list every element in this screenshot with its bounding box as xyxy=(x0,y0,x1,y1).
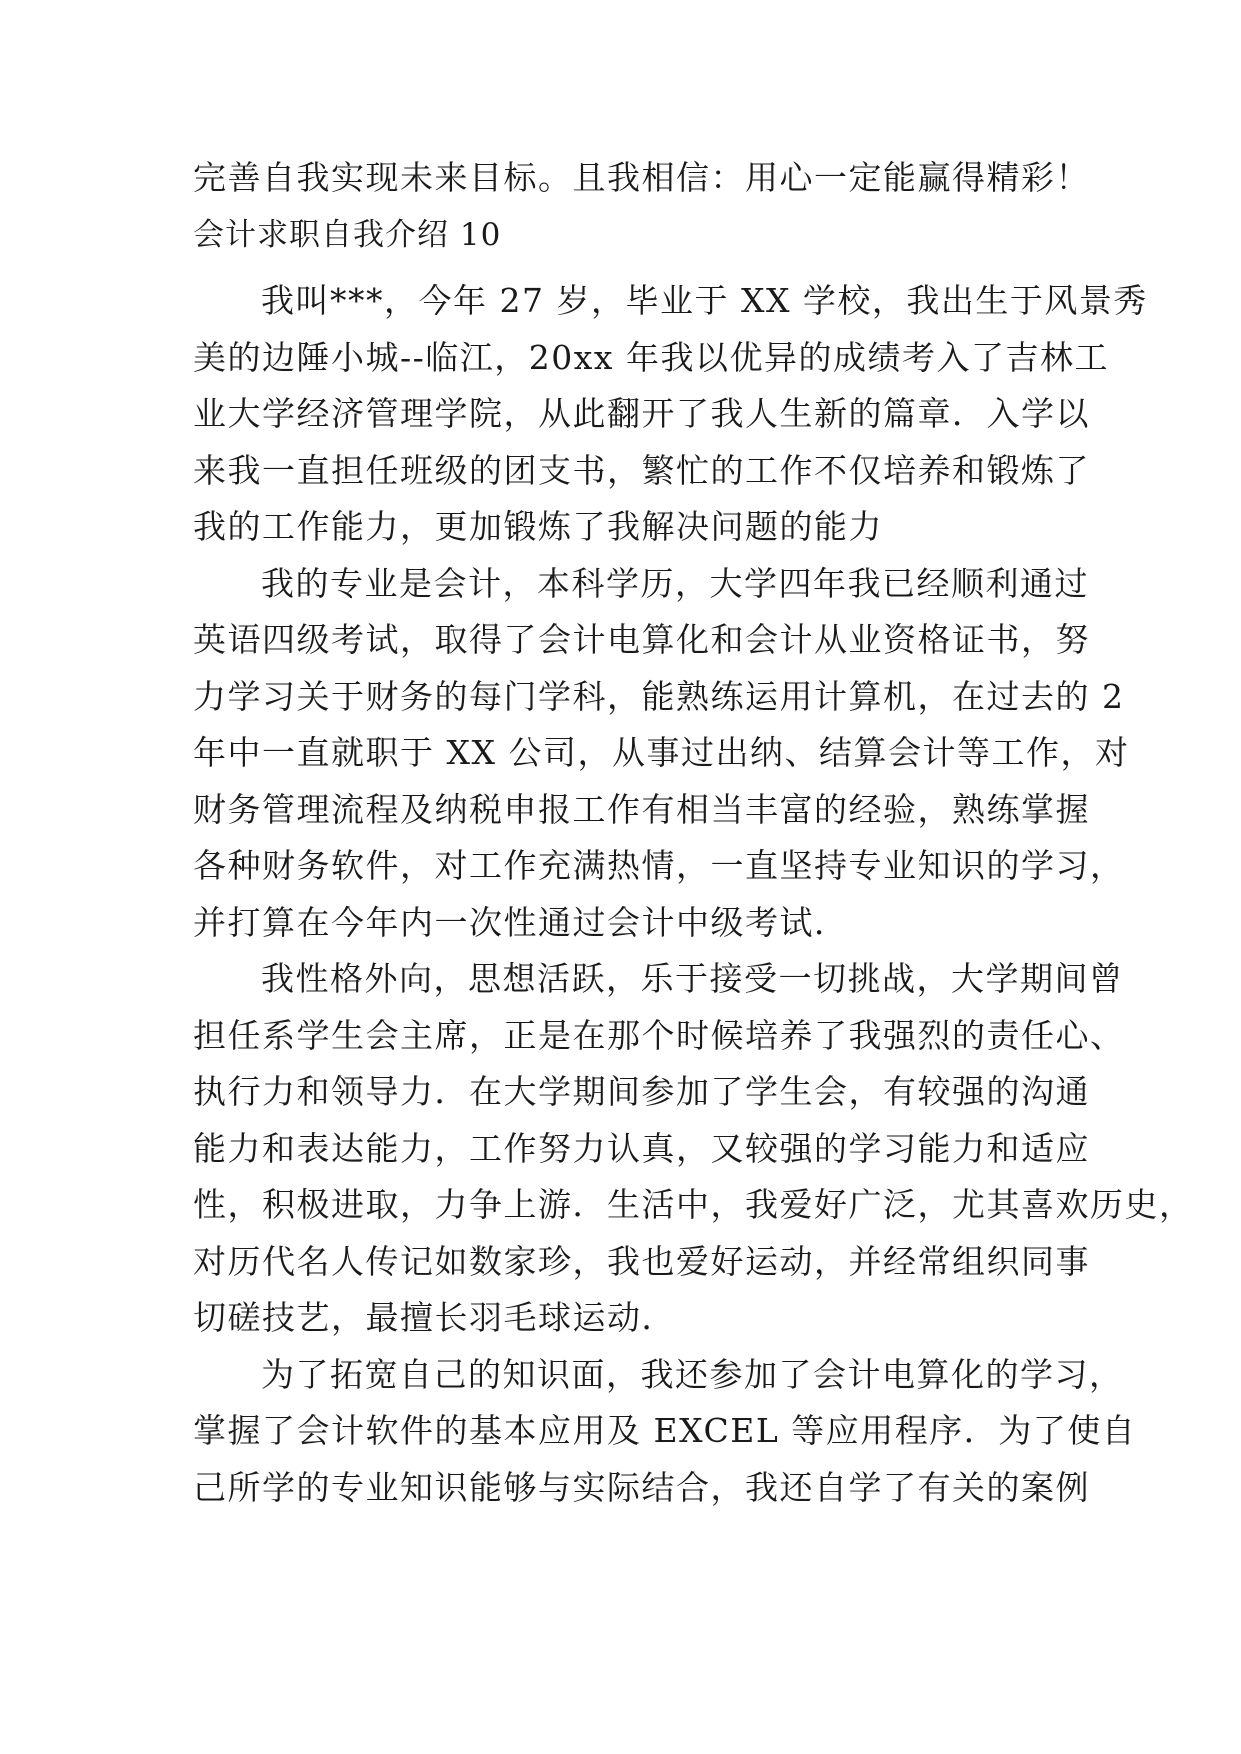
text-line: 英语四级考试，取得了会计电算化和会计从业资格证书，努 xyxy=(193,620,1090,659)
text-line: 各种财务软件，对工作充满热情，一直坚持专业知识的学习， xyxy=(193,846,1125,885)
text-line: 我叫***，今年 27 岁，毕业于 XX 学校，我出生于风景秀 xyxy=(261,281,1148,320)
text-line: 己所学的专业知识能够与实际结合，我还自学了有关的案例 xyxy=(193,1467,1090,1507)
text-line: 力学习关于财务的每门学科，能熟练运用计算机，在过去的 2 xyxy=(193,676,1125,716)
text-line: 为了拓宽自己的知识面，我还参加了会计电算化的学习， xyxy=(261,1354,1124,1394)
text-line: 我性格外向，思想活跃，乐于接受一切挑战，大学期间曾 xyxy=(261,959,1124,998)
text-line: 业大学经济管理学院，从此翻开了我人生新的篇章．入学以 xyxy=(193,394,1090,433)
text-line: 美的边陲小城--临江，20xx 年我以优异的成绩考入了吉林工 xyxy=(193,337,1110,377)
text-line: 财务管理流程及纳税申报工作有相当丰富的经验，熟练掌握 xyxy=(193,789,1090,829)
text-line: 并打算在今年内一次性通过会计中级考试． xyxy=(193,902,849,942)
document-page xyxy=(193,150,1194,1516)
text-line: 能力和表达能力，工作努力认真，又较强的学习能力和适应 xyxy=(193,1128,1090,1168)
text-line: 我的专业是会计，本科学历，大学四年我已经顺利通过 xyxy=(261,563,1089,603)
text-line: 掌握了会计软件的基本应用及 EXCEL 等应用程序．为了使自 xyxy=(193,1411,1137,1450)
text-line: 性，积极进取，力争上游．生活中，我爱好广泛，尤其喜欢历史， xyxy=(193,1185,1194,1224)
text-line: 执行力和领导力．在大学期间参加了学生会，有较强的沟通 xyxy=(193,1072,1090,1111)
text-line: 来我一直担任班级的团支书，繁忙的工作不仅培养和锻炼了 xyxy=(193,450,1090,490)
paragraph-gap xyxy=(193,263,1073,273)
paragraph-2 xyxy=(193,556,1130,952)
paragraph-1 xyxy=(193,273,1148,556)
text-line: 我的工作能力，更加锻炼了我解决问题的能力 xyxy=(193,507,883,546)
text-line: 担任系学生会主席，正是在那个时候培养了我强烈的责任心、 xyxy=(193,1015,1125,1055)
text-line: 切磋技艺，最擅长羽毛球运动． xyxy=(193,1298,676,1337)
paragraph-3 xyxy=(193,951,1194,1347)
text-line: 对历代名人传记如数家珍，我也爱好运动，并经常组织同事 xyxy=(193,1241,1090,1281)
text-line-continuation: 完善自我实现未来目标。且我相信：用心一定能赢得精彩！ xyxy=(193,158,1090,197)
text-line: 年中一直就职于 XX 公司，从事过出纳、结算会计等工作，对 xyxy=(193,733,1130,772)
paragraph-4 xyxy=(193,1347,1137,1517)
section-heading: 会计求职自我介绍 10 xyxy=(193,216,502,253)
